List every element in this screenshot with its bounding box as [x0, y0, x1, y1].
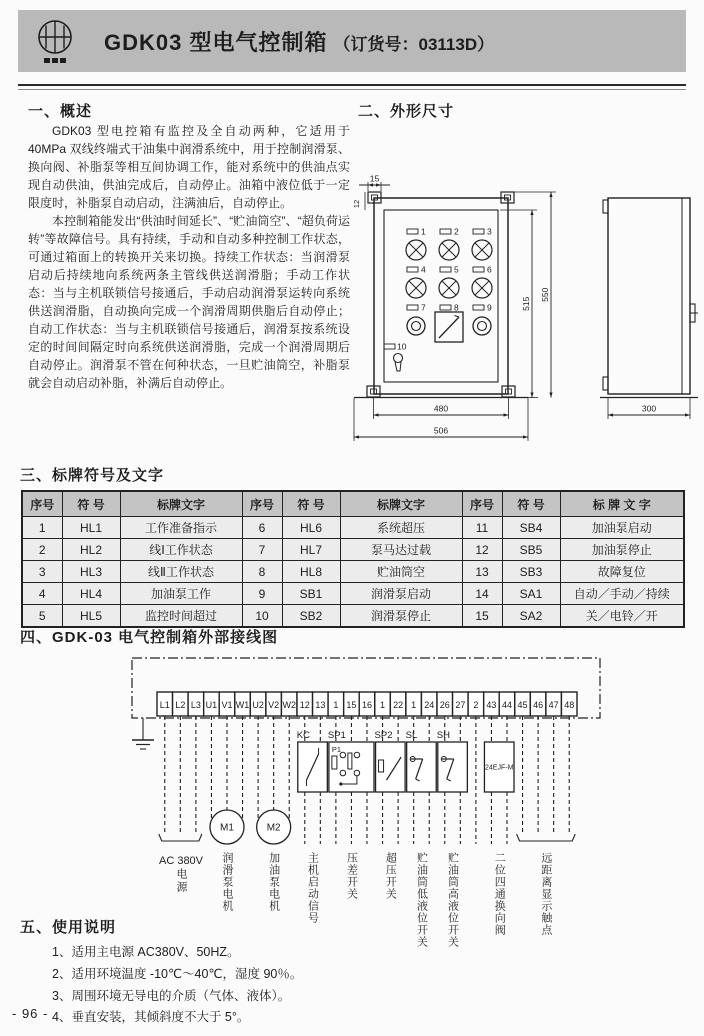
table-cell: 4 — [22, 583, 62, 605]
panel-item-number: 4 — [421, 264, 426, 275]
panel-item-number: 2 — [454, 226, 459, 237]
table-cell: 自动／手动／持续 — [560, 583, 684, 605]
terminal-label: 46 — [533, 700, 544, 710]
terminal-label: W1 — [235, 700, 250, 710]
logo-caption-marks — [44, 58, 66, 63]
wiring-label-9: 远距离显示触点 — [539, 852, 552, 936]
dimension-label: 550 — [540, 287, 550, 302]
table-cell: HL5 — [62, 605, 120, 628]
terminal-label: 48 — [564, 700, 575, 710]
table-cell: 9 — [242, 583, 282, 605]
terminal-label: U2 — [252, 700, 264, 710]
wiring-label-2: 加油泵电机 — [267, 852, 280, 912]
table-cell: 7 — [242, 539, 282, 561]
wiring-label-power — [150, 854, 212, 898]
table-header-cell: 符 号 — [62, 491, 120, 517]
terminal-label: L1 — [159, 700, 170, 710]
table-cell: 12 — [462, 539, 502, 561]
outline-drawing-svg — [338, 158, 704, 458]
terminal-label: 22 — [393, 700, 404, 710]
table-cell: SB3 — [502, 561, 560, 583]
dimension-label: 12 — [352, 199, 361, 209]
company-logo-icon — [32, 17, 78, 65]
order-number: （订货号：03113D） — [333, 34, 495, 54]
table-header-cell: 标牌文字 — [120, 491, 242, 517]
section-wiring-heading: 四、GDK-03 电气控制箱外部接线图 — [20, 629, 279, 646]
table-header-cell: 标牌文字 — [340, 491, 462, 517]
table-cell: 润滑泵启动 — [340, 583, 462, 605]
terminal-label: 1 — [380, 700, 386, 710]
section-overview-heading: 一、概述 — [28, 103, 93, 120]
component-label: SL — [405, 730, 418, 741]
table-cell: 15 — [462, 605, 502, 628]
table-cell: SB1 — [282, 583, 340, 605]
instruction-item-1: 1、适用主电源 AC380V、50HZ。 — [52, 945, 240, 959]
table-cell: SB2 — [282, 605, 340, 628]
table-header-cell: 序号 — [462, 491, 502, 517]
table-header-cell: 符 号 — [502, 491, 560, 517]
terminal-label: 24 — [424, 700, 435, 710]
panel-item-number: 6 — [487, 264, 492, 275]
panel-item-number: 5 — [454, 264, 459, 275]
table-row — [22, 605, 684, 628]
panel-item-number: 7 — [421, 302, 426, 313]
table-row — [22, 561, 684, 583]
terminal-label: 47 — [548, 700, 559, 710]
table-cell: HL6 — [282, 517, 340, 539]
table-cell: HL7 — [282, 539, 340, 561]
component-label: SH — [436, 730, 450, 741]
dimension-label: 480 — [433, 403, 449, 414]
table-cell: 5 — [22, 605, 62, 628]
dimension-label: 515 — [521, 296, 531, 311]
overview-paragraph-2: 本控制箱能发出“供油时间延长”、“贮油筒空”、“超负荷运转”等故障信号。具有持续，手动和自动多种控制工作状态，可通过箱面上的转换开关来切换。持续工作状态：当润滑泵启动后持续地向系统两条主管线供送润滑脂；手动工作状态：当与主机联锁信号接通后，手动启动润滑泵运转向系统供送润滑脂，自动换向完成一个润滑周期供脂后自动停止；自动工作状态：当与主机联锁信号接通后，润滑泵按系统设定的时间间隔定时向系统供送润滑脂，完成一个润滑周期后自动停止。润滑泵不管在何种状态，一旦贮油筒空，补脂泵就会自动启动补脂，补满后自动停止。 — [28, 214, 350, 390]
table-cell: 2 — [22, 539, 62, 561]
section-table-heading: 三、标牌符号及文字 — [20, 467, 165, 484]
wiring-diagram-svg — [20, 648, 704, 848]
wiring-label-5: 超压开关 — [384, 852, 397, 900]
terminal-label: 2 — [473, 700, 479, 710]
wiring-label-3: 主机启动信号 — [306, 852, 319, 924]
panel-item-number: 1 — [421, 226, 426, 237]
table-row — [22, 539, 684, 561]
table-cell: 加油泵工作 — [120, 583, 242, 605]
panel-item-number: 10 — [397, 341, 407, 352]
table-cell: 13 — [462, 561, 502, 583]
table-cell: 6 — [242, 517, 282, 539]
component-label: SP2 — [374, 730, 393, 741]
table-cell: SB5 — [502, 539, 560, 561]
terminal-label: L3 — [190, 700, 201, 710]
panel-item-number: 9 — [487, 302, 492, 313]
table-cell: 工作准备指示 — [120, 517, 242, 539]
table-cell: 线Ⅰ工作状态 — [120, 539, 242, 561]
table-cell: HL3 — [62, 561, 120, 583]
terminal-label: 16 — [361, 700, 373, 710]
terminal-label: 44 — [501, 700, 513, 710]
wiring-label-6: 贮油筒低液位开关 — [415, 852, 428, 948]
table-row — [22, 583, 684, 605]
table-row — [22, 517, 684, 539]
page-number: - 96 - — [12, 1006, 49, 1021]
terminal-label: L2 — [175, 700, 186, 710]
section-instructions-heading: 五、使用说明 — [20, 919, 117, 936]
instruction-item-2: 2、适用环境温度 -10℃～40℃，湿度 90％。 — [52, 967, 303, 981]
motor-label: M2 — [266, 822, 281, 834]
terminal-label: 27 — [455, 700, 466, 710]
dimension-label: 300 — [641, 403, 657, 414]
table-cell: SA2 — [502, 605, 560, 628]
plate-table — [21, 490, 685, 628]
wiring-label-8: 二位四通换向阀 — [493, 852, 506, 936]
table-header-cell: 序号 — [242, 491, 282, 517]
table-cell: 故障复位 — [560, 561, 684, 583]
table-cell: HL2 — [62, 539, 120, 561]
table-cell: 线Ⅱ工作状态 — [120, 561, 242, 583]
dimension-label: 15 — [369, 173, 380, 184]
power-label-bottom: 电源 — [175, 868, 187, 894]
table-cell: 润滑泵停止 — [340, 605, 462, 628]
table-cell: 泵马达过载 — [340, 539, 462, 561]
overview-paragraph-1: GDK03 型电控箱有监控及全自动两种，它适用于 40MPa 双线终端式干油集中润滑系统中，用于控制润滑泵、换向阀、补脂泵等相互间协调工作，能对系统中的供油点实现自动供油，供油完成后，自动停止。油箱中液位低于一定限度时，补脂泵自动启动，注满油后，自动停止。 — [28, 124, 350, 210]
component-label: KC — [296, 730, 310, 741]
table-cell: 加油泵停止 — [560, 539, 684, 561]
table-cell: 14 — [462, 583, 502, 605]
motor-label: M1 — [220, 822, 234, 834]
instruction-item-3: 3、周围环境无导电的介质（气体、液体）。 — [52, 989, 291, 1003]
terminal-label: 1 — [411, 700, 417, 710]
table-cell: 10 — [242, 605, 282, 628]
table-cell: HL8 — [282, 561, 340, 583]
page-title: GDK03 型电气控制箱 — [104, 29, 328, 55]
terminal-label: 43 — [486, 700, 497, 710]
table-header-row — [22, 491, 684, 517]
component-label: SP1 — [327, 730, 346, 741]
terminal-label: 45 — [517, 700, 528, 710]
table-cell: 1 — [22, 517, 62, 539]
panel-item-number: 8 — [454, 302, 459, 313]
terminal-label: V2 — [268, 700, 280, 710]
terminal-label: 1 — [333, 700, 339, 710]
wiring-label-1: 润滑泵电机 — [221, 852, 233, 912]
table-cell: 贮油筒空 — [340, 561, 462, 583]
terminal-label: 15 — [346, 700, 357, 710]
header-bar — [18, 10, 686, 72]
table-header-cell: 序号 — [22, 491, 62, 517]
overview-body — [28, 122, 350, 392]
table-cell: HL1 — [62, 517, 120, 539]
table-cell: SB4 — [502, 517, 560, 539]
table-header-cell: 符 号 — [282, 491, 340, 517]
terminal-label: 12 — [299, 700, 310, 710]
table-cell: 加油泵启动 — [560, 517, 684, 539]
panel-item-number: 3 — [487, 226, 492, 237]
component-label: 24EJF-M — [485, 764, 514, 772]
table-cell: 系统超压 — [340, 517, 462, 539]
table-cell: SA1 — [502, 583, 560, 605]
terminal-label: 13 — [315, 700, 326, 710]
section-dimensions-heading: 二、外形尺寸 — [358, 103, 455, 120]
table-cell: 11 — [462, 517, 502, 539]
component-sublabel: P1 — [331, 745, 342, 754]
table-cell: 3 — [22, 561, 62, 583]
table-cell: 关／电铃／开 — [560, 605, 684, 628]
header-divider — [18, 84, 686, 90]
terminal-label: U1 — [205, 700, 218, 710]
table-cell: HL4 — [62, 583, 120, 605]
wiring-label-4: 压差开关 — [345, 852, 358, 900]
terminal-label: 26 — [439, 700, 450, 710]
terminal-label: V1 — [221, 700, 233, 710]
instruction-item-4: 4、垂直安装，其倾斜度不大于 5°。 — [52, 1010, 250, 1024]
power-label-top: AC 380V — [158, 855, 204, 867]
terminal-label: W2 — [282, 700, 296, 710]
table-header-cell: 标 牌 文 字 — [560, 491, 684, 517]
table-cell: 8 — [242, 561, 282, 583]
dimension-label: 506 — [433, 425, 449, 436]
wiring-label-7: 贮油筒高液位开关 — [446, 852, 459, 948]
table-cell: 监控时间超过 — [120, 605, 242, 628]
